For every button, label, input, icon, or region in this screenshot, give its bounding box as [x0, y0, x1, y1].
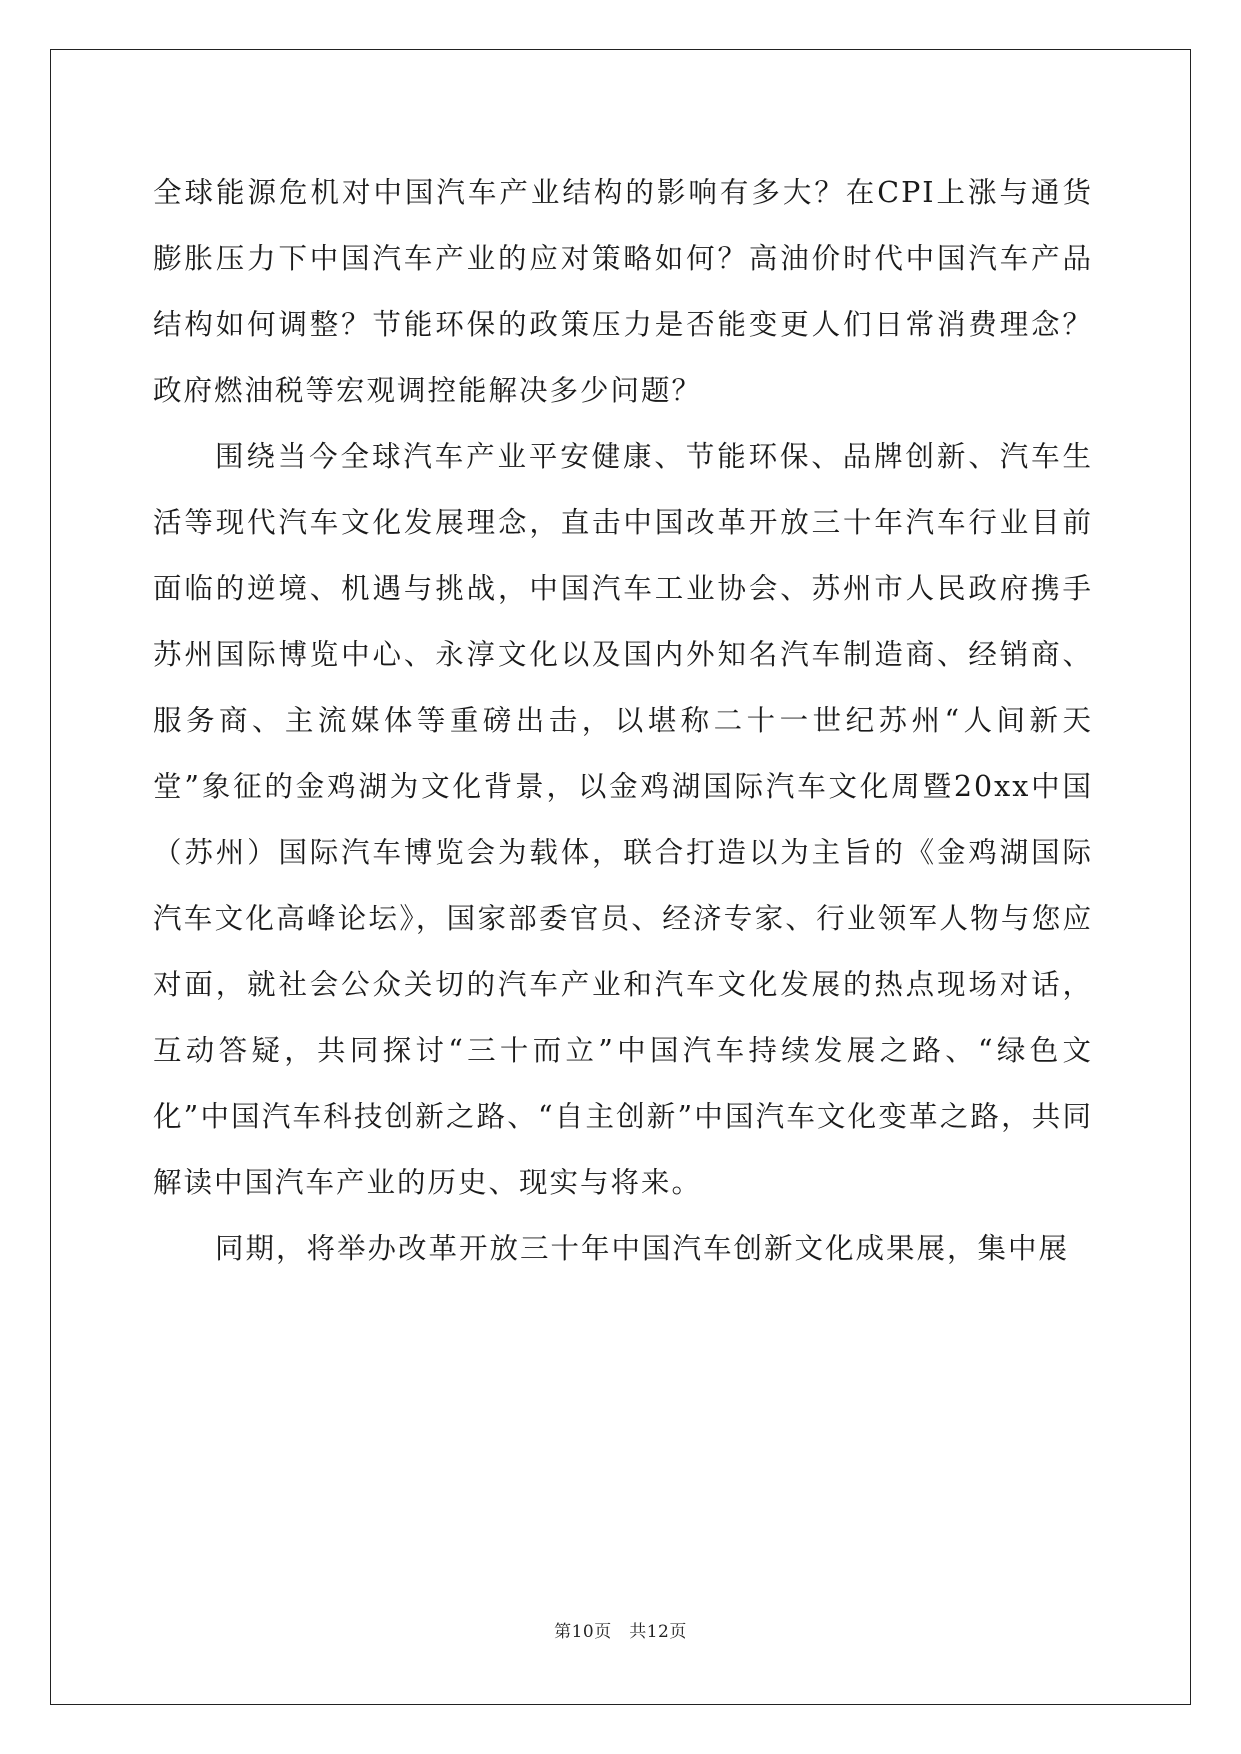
- paragraph-energy-crisis-questions: 全球能源危机对中国汽车产业结构的影响有多大？在CPI上涨与通货膨胀压力下中国汽车产业的应对策略如何？高油价时代中国汽车产品结构如何调整？节能环保的政策压力是否能变更人们日常消费理念？政府燃油税等宏观调控能解决多少问题？: [153, 176, 1093, 407]
- page-number-footer: 第10页 共12页: [554, 1622, 687, 1642]
- paragraph-exhibition: 同期，将举办改革开放三十年中国汽车创新文化成果展，集中展: [215, 1232, 1070, 1265]
- paragraph-forum-introduction: 围绕当今全球汽车产业平安健康、节能环保、品牌创新、汽车生活等现代汽车文化发展理念，直击中国改革开放三十年汽车行业目前面临的逆境、机遇与挑战，中国汽车工业协会、苏州市人民政府携手苏州国际博览中心、永淳文化以及国内外知名汽车制造商、经销商、服务商、主流媒体等重磅出击，以堪称二十一世纪苏州“人间新天堂”象征的金鸡湖为文化背景，以金鸡湖国际汽车文化周暨20xx中国（苏州）国际汽车博览会为载体，联合打造以为主旨的《金鸡湖国际汽车文化高峰论坛》，国家部委官员、经济专家、行业领军人物与您应对面，就社会公众关切的汽车产业和汽车文化发展的热点现场对话，互动答疑，共同探讨“三十而立”中国汽车持续发展之路、“绿色文化”中国汽车科技创新之路、“自主创新”中国汽车文化变革之路，共同解读中国汽车产业的历史、现实与将来。: [153, 440, 1093, 1199]
- document-body: [153, 160, 1093, 1282]
